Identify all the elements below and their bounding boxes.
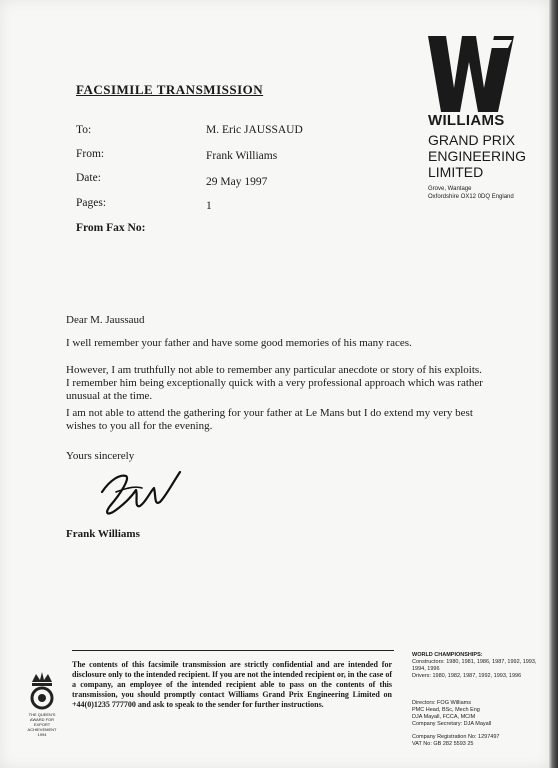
- signatory-name: Frank Williams: [66, 528, 140, 540]
- to-label: To:: [76, 124, 92, 136]
- signature: [96, 462, 196, 524]
- queens-award-text: THE QUEEN'S AWARD FOR EXPORT ACHIEVEMENT 1994: [27, 712, 57, 737]
- closing: Yours sincerely: [66, 450, 135, 462]
- footer-divider: [72, 650, 394, 651]
- pages-value: 1: [206, 200, 212, 212]
- company-subname: GRAND PRIX ENGINEERING LIMITED: [428, 132, 527, 180]
- directors: Directors: FOG Williams PMC Head, BSc, Mech Eng DJA Mayall, FCCA, MCIM Company Secretary: DJA Mayall: [412, 700, 492, 727]
- registration-info: Company Registration No: 1297497 VAT No: GB 282 5593 25: [412, 734, 500, 747]
- paragraph: However, I am truthfully not able to remember any particular anecdote or story of his exploits. I remember him being exceptionally quick with a very professional approach which was rather unusual at the time.: [66, 364, 483, 402]
- company-address: Grove, Wantage Oxfordshire OX12 0DQ England: [428, 186, 514, 200]
- paragraph: I am not able to attend the gathering for your father at Le Mans but I do extend my very best wishes to you all for the evening.: [66, 407, 473, 432]
- salutation: Dear M. Jaussaud: [66, 314, 145, 326]
- from-label: From:: [76, 148, 105, 160]
- from-fax-label: From Fax No:: [76, 222, 146, 234]
- queens-award-crest-icon: [24, 672, 60, 712]
- from-value: Frank Williams: [206, 150, 278, 162]
- paragraph: I well remember your father and have some good memories of his many races.: [66, 337, 412, 349]
- to-value: M. Eric JAUSSAUD: [206, 124, 303, 136]
- date-value: 29 May 1997: [206, 176, 268, 188]
- fax-title: FACSIMILE TRANSMISSION: [76, 82, 264, 97]
- confidentiality-notice: The contents of this facsimile transmission are strictly confidential and are intended for disclosure only to the intended recipient. If you are not the intended recipient or, in the case of a company, an employee of the intended recipient able to pass on the contents of this transmission, you should promptly contact Williams Grand Prix Engineering Limited on +44(0)1235 777700 and ask to speak to the sender for further instructions.: [72, 660, 392, 709]
- page-edge: [549, 0, 558, 768]
- company-name: WILLIAMS: [428, 112, 505, 129]
- pages-label: Pages:: [76, 197, 107, 209]
- date-label: Date:: [76, 172, 101, 184]
- championships: WORLD CHAMPIONSHIPS: Constructors: 1980, 1981, 1986, 1987, 1992, 1993, 1994, 1996 Drivers: 1980, 1982, 1987, 1992, 1993, 1996: [412, 652, 537, 679]
- williams-logo-icon: [428, 36, 514, 112]
